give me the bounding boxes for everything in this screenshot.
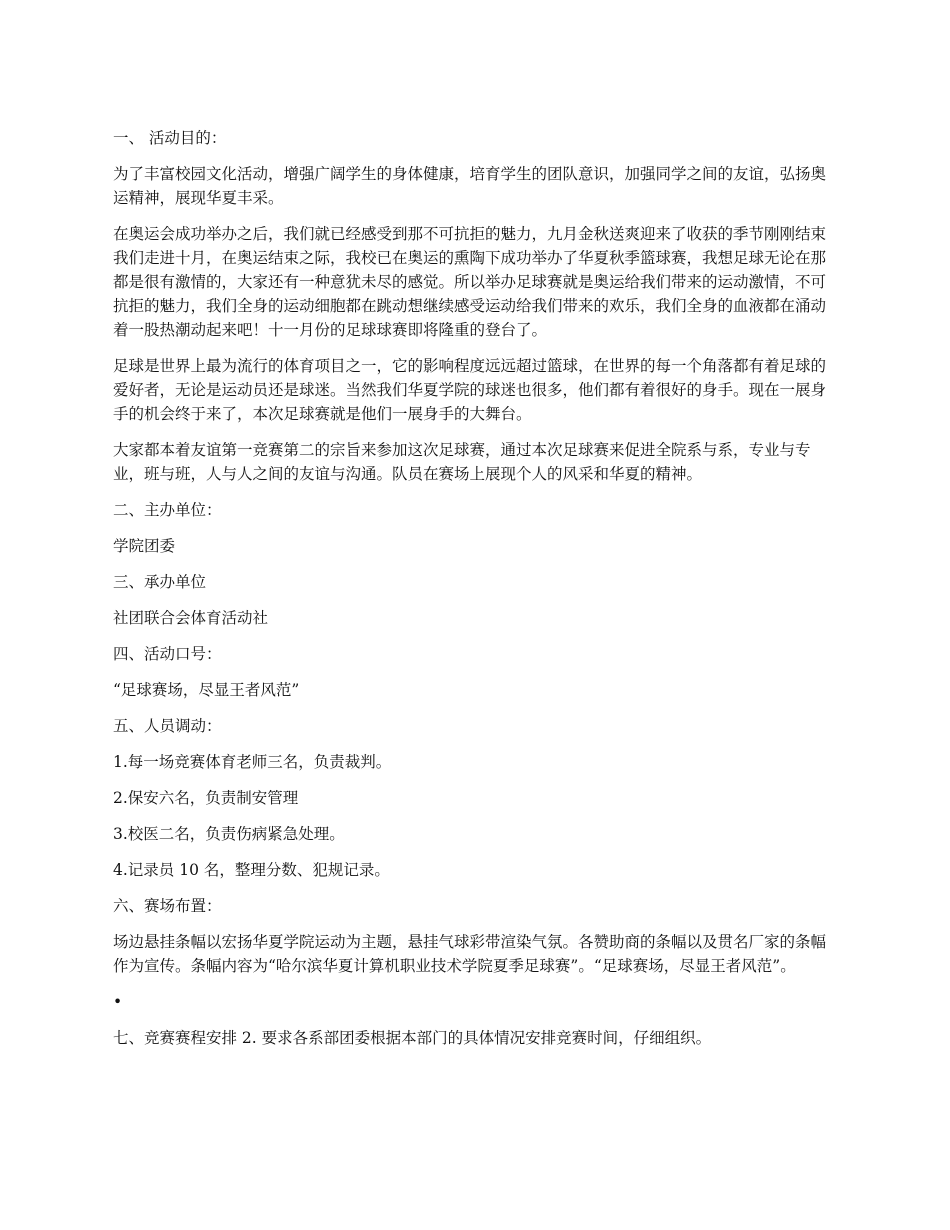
football-paragraph: 足球是世界上最为流行的体育项目之一，它的影响程度远远超过篮球，在世界的每一个角落都有着足球的爱好者，无论是运动员还是球迷。当然我们华夏学院的球迷也很多，他们都有着很好的身手。现在一展身手的机会终于来了，本次足球赛就是他们一展身手的大舞台。 [113, 357, 827, 423]
staff-item-2: 2.保安六名，负责制安管理 [113, 789, 299, 807]
section-heading-purpose: 一、 活动目的： [113, 129, 227, 147]
section-heading-slogan: 四、活动口号： [113, 645, 222, 663]
slogan-text: “足球赛场，尽显王者风范” [113, 681, 300, 699]
olympic-paragraph: 在奥运会成功举办之后，我们就已经感受到那不可抗拒的魅力，九月金秋送爽迎来了收获的季节刚刚结束我们走进十月，在奥运结束之际，我校已在奥运的熏陶下成功举办了华夏秋季篮球赛，我想足球无论在那都是很有激情的，大家还有一种意犹未尽的感觉。所以举办足球赛就是奥运给我们带来的运动激情，不可抗拒的魅力，我们全身的运动细胞都在跳动想继续感受运动给我们带来的欢乐，我们全身的血液都在涌动着一股热潮动起来吧！十一月份的足球球赛即将隆重的登台了。 [113, 225, 827, 339]
section-heading-organizer: 二、主办单位： [113, 501, 222, 519]
purpose-paragraph: 为了丰富校园文化活动，增强广阔学生的身体健康，培育学生的团队意识，加强同学之间的友谊，弘扬奥运精神，展现华夏丰采。 [113, 165, 827, 207]
friendship-paragraph: 大家都本着友谊第一竞赛第二的宗旨来参加这次足球赛，通过本次足球赛来促进全院系与系，专业与专业，班与班，人与人之间的友谊与沟通。队员在赛场上展现个人的风采和华夏的精神。 [113, 441, 811, 483]
section-heading-staff: 五、人员调动： [113, 717, 222, 735]
bullet-marker: • [113, 993, 123, 1011]
host-text: 社团联合会体育活动社 [113, 609, 269, 627]
organizer-text: 学院团委 [113, 537, 176, 555]
schedule-paragraph: 七、竞赛赛程安排 2. 要求各系部团委根据本部门的具体情况安排竞赛时间，仔细组织。 [113, 1029, 712, 1047]
section-heading-venue: 六、赛场布置： [113, 897, 222, 915]
staff-item-4: 4.记录员 10 名，整理分数、犯规记录。 [113, 861, 390, 879]
staff-item-3: 3.校医二名，负责伤病紧急处理。 [113, 825, 345, 843]
staff-item-1: 1.每一场竞赛体育老师三名，负责裁判。 [113, 753, 392, 771]
venue-paragraph: 场边悬挂条幅以宏扬华夏学院运动为主题，悬挂气球彩带渲染气氛。各赞助商的条幅以及贯名厂家的条幅作为宣传。条幅内容为“哈尔滨华夏计算机职业技术学院夏季足球赛”。“足球赛场，尽显王者风范”。 [113, 933, 827, 975]
section-heading-host: 三、承办单位 [113, 573, 207, 591]
